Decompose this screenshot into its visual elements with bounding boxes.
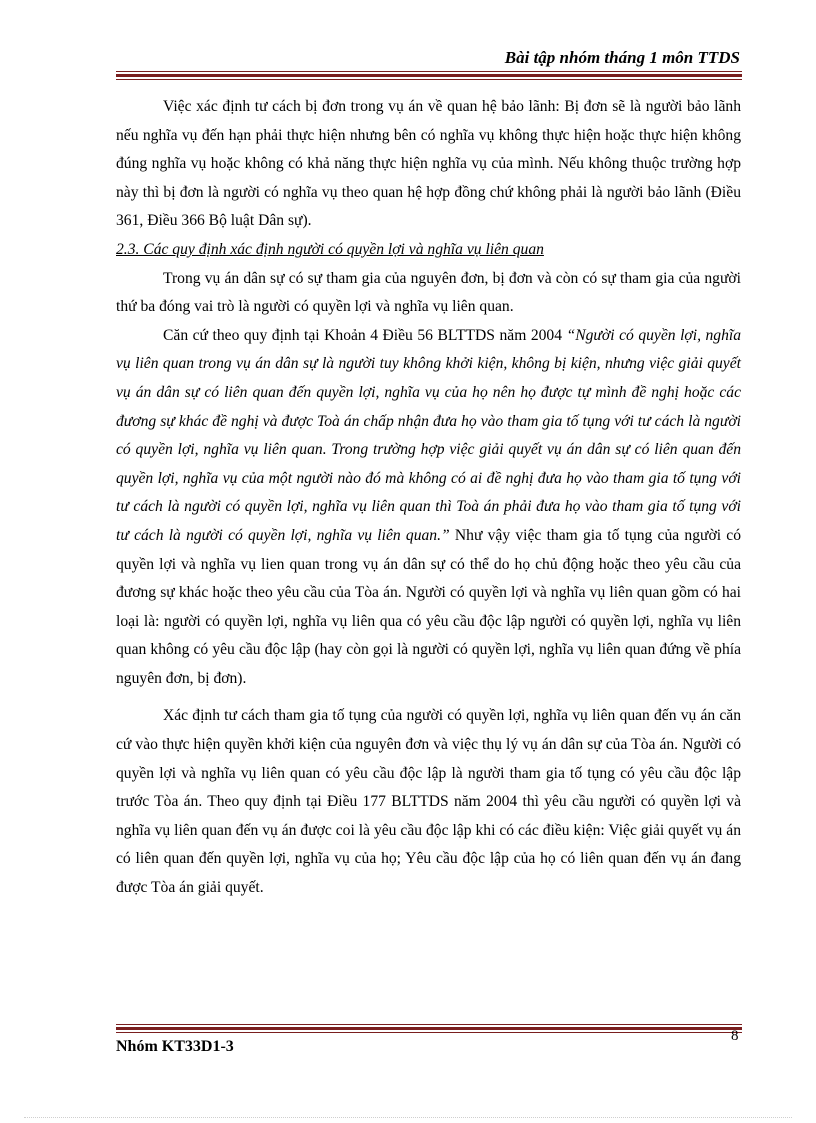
paragraph-2: Trong vụ án dân sự có sự tham gia của nguyên đơn, bị đơn và còn có sự tham gia của người thứ ba đóng vai trò là người có quyền lợi và nghĩa vụ liên quan. [116, 269, 741, 316]
paragraph-3-rest: Như vậy việc tham gia tố tụng của người có quyền lợi và nghĩa vụ lien quan trong vụ án dân sự có thể do họ chủ động hoặc theo yêu cầu của đương sự khác hoặc theo yêu cầu của Tòa án. Người có quyền lợi và nghĩa vụ liên quan gồm có hai loại là: người có quyền lợi, nghĩa vụ liên qua có yêu cầu độc lập người có quyền lợi, nghĩa vụ liên quan không có yêu cầu độc lập (hay còn gọi là người có quyền lợi, nghĩa vụ liên quan đứng về phía nguyên đơn, bị đơn). [116, 526, 741, 687]
page-number: 8 [731, 1028, 739, 1044]
header-title: Bài tập nhóm tháng 1 môn TTDS [504, 48, 740, 67]
paragraph-4: Xác định tư cách tham gia tố tụng của người có quyền lợi, nghĩa vụ liên quan đến vụ án căn cứ vào thực hiện quyền khởi kiện của nguyên đơn và việc thụ lý vụ án dân sự của Tòa án. Người có quyền lợi và nghĩa vụ liên quan có yêu cầu độc lập là người tham gia tố tụng có yêu cầu độc lập trước Tòa án. Theo quy định tại Điều 177 BLTTDS năm 2004 thì yêu cầu người có quyền lợi và nghĩa vụ liên quan đến vụ án được coi là yêu cầu độc lập khi có các điều kiện: Việc giải quyết vụ án có liên quan đến quyền lợi, nghĩa vụ của họ; Yêu cầu độc lập của họ có liên quan đến vụ án đang được Tòa án giải quyết. [116, 707, 741, 897]
section-heading: 2.3. Các quy định xác định người có quyền lợi và nghĩa vụ liên quan [116, 240, 544, 258]
footer-group-name: Nhóm KT33D1-3 [116, 1038, 234, 1055]
footer-rule [116, 1024, 742, 1033]
paragraph-3-intro: Căn cứ theo quy định tại Khoản 4 Điều 56 BLTTDS năm 2004 [163, 326, 567, 344]
header-rule [116, 71, 742, 80]
document-body [116, 93, 741, 903]
paragraph-1: Việc xác định tư cách bị đơn trong vụ án về quan hệ bảo lãnh: Bị đơn sẽ là người bảo lãnh nếu nghĩa vụ đến hạn phải thực hiện nhưng bên có nghĩa vụ không thực hiện hoặc thực hiện không đúng nghĩa vụ hoặc không có khả năng thực hiện nghĩa vụ của mình. Nếu không thuộc trường hợp này thì bị đơn là người có nghĩa vụ theo quan hệ hợp đồng chứ không phải là người bảo lãnh (Điều 361, Điều 366 Bộ luật Dân sự). [116, 98, 741, 230]
paragraph-3 [116, 322, 741, 694]
paragraph-3-quote: “Người có quyền lợi, nghĩa vụ liên quan trong vụ án dân sự là người tuy không khởi kiện, không bị kiện, nhưng việc giải quyết vụ án dân sự có liên quan đến quyền lợi, nghĩa vụ của họ nên họ được tự mình đề nghị hoặc các đương sự khác đề nghị và được Toà án chấp nhận đưa họ vào tham gia tố tụng với tư cách là người có quyền lợi, nghĩa vụ liên quan. Trong trường hợp việc giải quyết vụ án dân sự có liên quan đến quyền lợi, nghĩa vụ của một người nào đó mà không có ai đề nghị đưa họ vào tham gia tố tụng với tư cách là người có quyền lợi, nghĩa vụ liên quan thì Toà án phải đưa họ vào tham gia tố tụng với tư cách là người có quyền lợi, nghĩa vụ liên quan.” [116, 326, 741, 544]
page-edge-divider [24, 1117, 792, 1118]
